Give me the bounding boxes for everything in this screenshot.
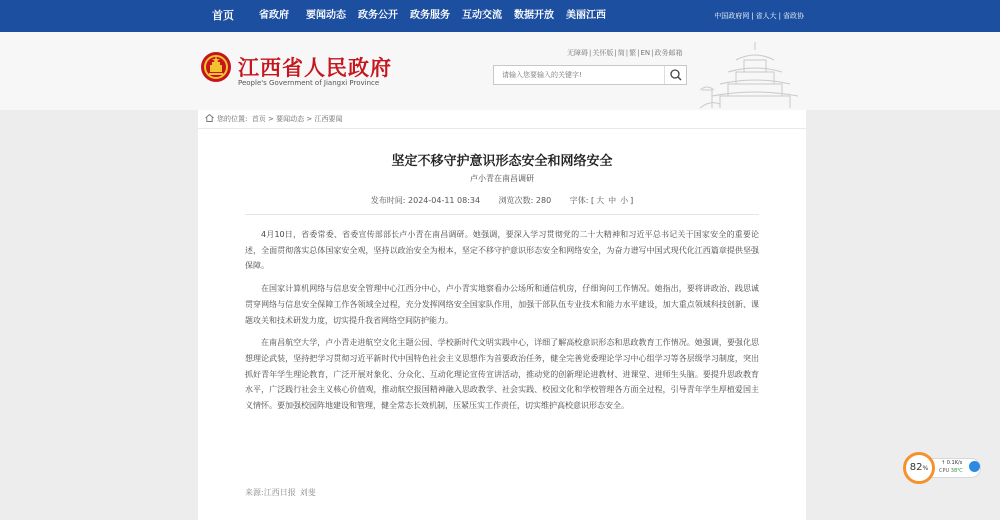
network-speed-value: 0.1K/s: [946, 460, 963, 466]
nav-news[interactable]: 要闻动态: [306, 10, 346, 21]
publish-info: [371, 196, 480, 205]
font-size-large[interactable]: 大: [596, 196, 605, 205]
link-gov-mail[interactable]: 政务邮箱: [654, 49, 683, 57]
article-paragraph: 在国家计算机网络与信息安全管理中心江西分中心，卢小青实地察看办公场所和通信机房，仔细询问工作情况。她指出，要将讲政治、践思诚贯穿网络与信息安全保障工作各领域全过程，充分发挥网络安全国家队作用，加强干部队伍专业技术和能力水平建设，加大重点领域科技创新、课题攻关和技术研发力度，切实提升我省网络空间防护能力。: [245, 284, 759, 325]
separator: |: [637, 49, 640, 57]
separator: |: [625, 49, 629, 57]
link-gov-cn[interactable]: 中国政府网: [714, 12, 750, 20]
nav-government-affairs-public[interactable]: 政务公开: [358, 10, 398, 21]
nav-province-government[interactable]: 省政府: [259, 10, 289, 21]
separator: |: [651, 49, 654, 57]
link-traditional[interactable]: 繁: [629, 49, 637, 57]
meta-divider: [245, 214, 759, 215]
font-size-small[interactable]: 小: [620, 196, 629, 205]
views-count: 280: [535, 196, 552, 205]
national-emblem-icon: [200, 51, 232, 83]
search-button[interactable]: [664, 66, 686, 84]
network-speed: ↑ 0.1K/s: [941, 460, 963, 466]
app-bird-icon[interactable]: [969, 461, 980, 472]
publish-time: 2024-04-11 08:34: [408, 196, 481, 205]
link-provincial-congress[interactable]: 省人大: [755, 12, 777, 20]
font-size-control: 字体: [ 大 中 小 ]: [569, 196, 634, 205]
utility-links: [567, 48, 682, 58]
source-author: 刘斐: [299, 488, 316, 497]
link-accessibility[interactable]: 无障碍: [567, 49, 588, 57]
article-paragraph: 在南昌航空大学，卢小青走进航空文化主题公园、学校新时代文明实践中心，详细了解高校意识形态和思政教育工作情况。她强调，要强化思想理论武装，坚持把学习贯彻习近平新时代中国特色社会主义思想作为首要政治任务，健全完善党委理论学习中心组学习等各层级学习制度，突出抓好青年学生理论教育，广泛开展对象化、分众化、互动化理论宣传宣讲活动，推动党的创新理论进教材、进课堂、进师生头脑。要提升思政教育水平，广泛践行社会主义核心价值观，推动航空报国精神融入思政教学、社会实践、校园文化和学校管理各方面全过程，引导青年学生厚植爱国主义情怀。要加强校园阵地建设和管理，健全常态长效机制，压紧压实工作责任，切实维护高校意识形态安全。: [245, 338, 759, 411]
breadcrumb-separator: >: [304, 115, 315, 123]
site-subtitle: People's Government of Jiangxi Province: [238, 79, 380, 87]
percent-unit: %: [922, 465, 929, 472]
cpu-label: CPU: [939, 468, 950, 474]
search-input[interactable]: [494, 66, 664, 84]
views-label: 浏览次数:: [498, 196, 534, 205]
cpu-info: [939, 468, 963, 474]
article-subtitle: 卢小青在南昌调研: [470, 174, 534, 183]
link-simplified[interactable]: 简: [617, 49, 625, 57]
publish-label: 发布时间:: [370, 196, 406, 205]
views-info: [499, 196, 552, 205]
nav-beautiful-jiangxi[interactable]: 美丽江西: [566, 10, 606, 21]
search-icon: [665, 66, 687, 84]
memory-usage-ring[interactable]: [903, 452, 935, 484]
system-monitor-widget[interactable]: [903, 452, 983, 484]
separator: |: [778, 12, 781, 20]
memory-percent: 82: [909, 462, 923, 473]
nav-open-data[interactable]: 数据开放: [514, 10, 554, 21]
article-title: 坚定不移守护意识形态安全和网络安全: [391, 154, 613, 169]
separator: |: [614, 49, 617, 57]
breadcrumb: [205, 114, 342, 124]
article-source: [245, 487, 316, 498]
nav-interaction[interactable]: 互动交流: [462, 10, 502, 21]
breadcrumb-separator: >: [265, 115, 277, 123]
site-title[interactable]: 江西省人民政府: [238, 55, 392, 80]
pavilion-decoration-icon: [700, 38, 810, 110]
top-nav-bar: [0, 0, 1000, 32]
breadcrumb-news[interactable]: 要闻动态: [276, 115, 305, 123]
article-body: [245, 227, 759, 421]
link-english[interactable]: EN: [640, 49, 651, 57]
breadcrumb-home[interactable]: 首页: [251, 115, 266, 123]
link-provincial-cppcc[interactable]: 省政协: [783, 12, 804, 20]
top-links: [714, 0, 804, 32]
nav-home[interactable]: 首页: [212, 9, 234, 22]
breadcrumb-divider: [198, 128, 806, 129]
source-name: 江西日报: [263, 488, 296, 497]
link-care-version[interactable]: 关怀版: [592, 49, 614, 57]
cpu-temperature: 38℃: [950, 468, 963, 474]
nav-government-services[interactable]: 政务服务: [410, 10, 450, 21]
font-size-label: 字体:: [569, 196, 589, 205]
breadcrumb-label: 您的位置:: [217, 115, 248, 123]
article-meta: [198, 195, 806, 206]
separator: |: [589, 49, 592, 57]
search-box: [493, 65, 687, 85]
home-icon: [205, 114, 214, 122]
site-header: [0, 32, 1000, 110]
content-panel: [198, 110, 806, 520]
font-size-medium[interactable]: 中: [608, 196, 617, 205]
separator: |: [751, 12, 754, 20]
breadcrumb-jiangxi-news[interactable]: 江西要闻: [314, 115, 343, 123]
source-label: 来源:: [245, 488, 264, 497]
article-paragraph: 4月10日，省委常委、省委宣传部部长卢小青在南昌调研。她强调，要深入学习贯彻党的二十大精神和习近平总书记关于国家安全的重要论述，全面贯彻落实总体国家安全观，坚持以政治安全为根本，坚定不移守护意识形态安全和网络安全，为奋力谱写中国式现代化江西篇章提供坚强保障。: [245, 230, 759, 271]
